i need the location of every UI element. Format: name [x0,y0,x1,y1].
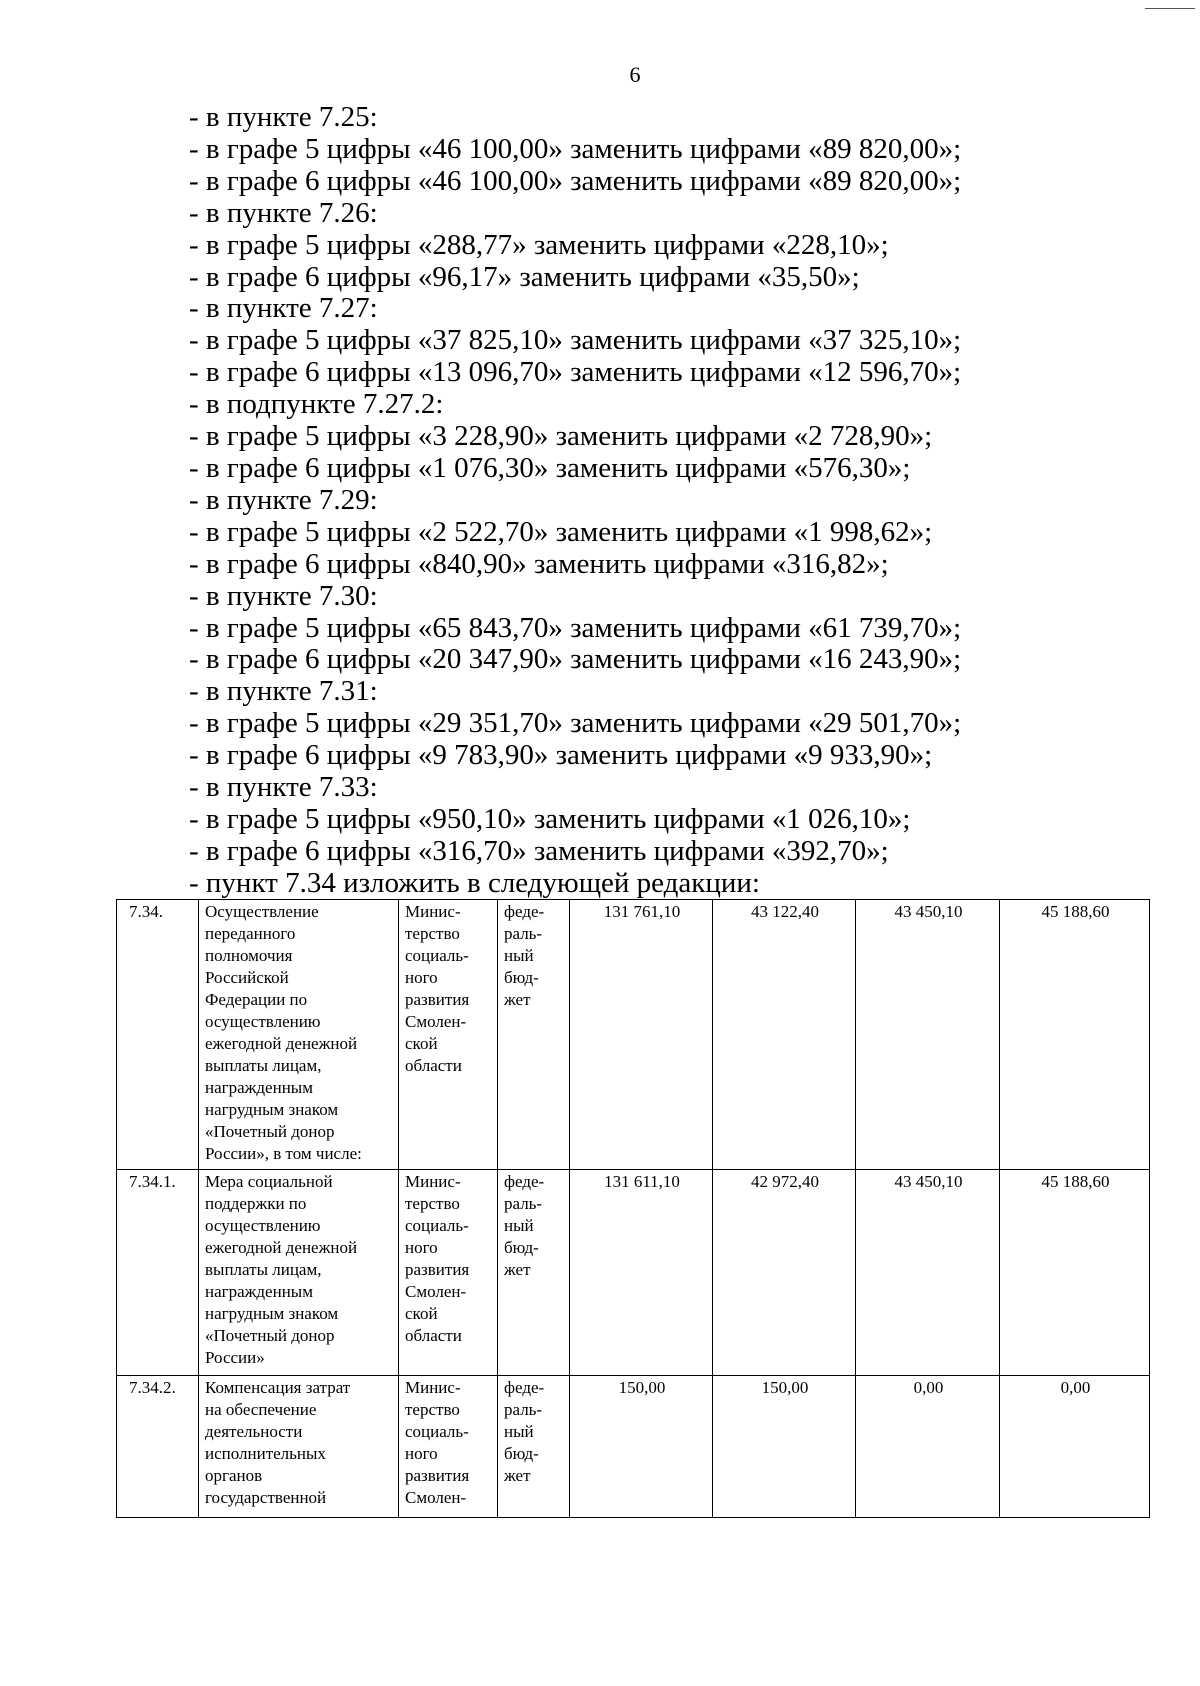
item-name-line: органов [205,1466,263,1485]
funding-source-line: раль- [504,1400,543,1419]
year3-amount-cell: 45 188,60 [1000,900,1150,1170]
funding-source-line: феде- [504,1378,545,1397]
item-name-line: осуществлению [205,1012,321,1031]
executor-line: Минис- [405,1378,461,1397]
amendment-line: - в графе 5 цифры «37 825,10» заменить цифрами «37 325,10»; [189,324,962,357]
item-name-line: полномочия [205,946,293,965]
amendment-line: - в пункте 7.33: [189,771,378,804]
table-intro-line: - пункт 7.34 изложить в следующей редакции: [189,867,760,899]
amendment-line: - в графе 5 цифры «950,10» заменить цифрами «1 026,10»; [189,802,911,835]
table-row [117,900,1150,1170]
funding-source-line: жет [504,1466,531,1485]
item-name-line: награжденным [205,1078,313,1097]
amendment-line: - в пункте 7.26: [189,196,378,229]
amendment-line: - в графе 6 цифры «316,70» заменить цифрами «392,70»; [189,834,889,867]
item-name-line: нагрудным знаком [205,1100,339,1119]
amendment-line: - в пункте 7.25: [189,101,378,133]
executor-line: социаль- [405,1422,469,1441]
executor-line: ного [405,1238,438,1257]
item-name-line: Российской [205,968,289,987]
year1-amount-cell: 43 122,40 [713,900,856,1170]
year1-amount-cell: 42 972,40 [713,1170,856,1376]
executor-line: Смолен- [405,1012,467,1031]
year3-amount-cell: 45 188,60 [1000,1170,1150,1376]
funding-source-line: бюд- [504,968,539,987]
executor-line: развития [405,1260,470,1279]
item-code-cell: 7.34. [117,900,199,1170]
item-name-line: ежегодной денежной [205,1238,358,1257]
executor-line: развития [405,990,470,1009]
amendment-line: - в подпункте 7.27.2: [189,388,444,421]
item-name-line: деятельности [205,1422,303,1441]
item-name-line: переданного [205,924,296,943]
funding-source-cell [498,900,570,1170]
item-name-line: осуществлению [205,1216,321,1235]
funding-source-line: жет [504,990,531,1009]
executor-line: терство [405,1400,460,1419]
funding-table [116,899,1150,1518]
executor-line: терство [405,924,460,943]
amendment-line: - в графе 5 цифры «65 843,70» заменить цифрами «61 739,70»; [189,611,962,644]
executor-line: ской [405,1304,438,1323]
funding-source-cell [498,1376,570,1518]
executor-cell [399,900,498,1170]
item-name-line: Компенсация затрат [205,1378,351,1397]
amendment-line: - в графе 6 цифры «20 347,90» заменить цифрами «16 243,90»; [189,643,962,676]
executor-line: Минис- [405,1172,461,1191]
item-code-cell: 7.34.2. [117,1376,199,1518]
executor-cell [399,1376,498,1518]
item-name-line: государственной [205,1488,327,1507]
executor-line: области [405,1056,462,1075]
amendment-line: - в графе 6 цифры «840,90» заменить цифрами «316,82»; [189,547,889,580]
item-name-line: поддержки по [205,1194,307,1213]
funding-source-line: ный [504,946,534,965]
amendment-line: - в графе 5 цифры «29 351,70» заменить цифрами «29 501,70»; [189,707,962,740]
item-code-cell: 7.34.1. [117,1170,199,1376]
executor-line: Минис- [405,902,461,921]
funding-source-line: раль- [504,924,543,943]
funding-source-line: феде- [504,1172,545,1191]
year1-amount-cell: 150,00 [713,1376,856,1518]
year3-amount-cell: 0,00 [1000,1376,1150,1518]
amendment-line: - в пункте 7.27: [189,292,378,325]
item-name-cell [199,900,399,1170]
executor-line: развития [405,1466,470,1485]
item-name-cell [199,1170,399,1376]
item-name-line: Осуществление [205,902,319,921]
funding-source-cell [498,1170,570,1376]
amendment-line: - в пункте 7.29: [189,483,378,516]
amendment-line: - в пункте 7.30: [189,579,378,612]
item-name-line: «Почетный донор [205,1122,335,1141]
executor-line: Смолен- [405,1488,467,1507]
item-name-line: России», в том числе: [205,1144,362,1163]
executor-cell [399,1170,498,1376]
executor-line: ного [405,968,438,987]
funding-source-line: ный [504,1422,534,1441]
year2-amount-cell: 0,00 [856,1376,1000,1518]
year2-amount-cell: 43 450,10 [856,900,1000,1170]
amendment-list [189,102,961,868]
item-name-line: выплаты лицам, [205,1056,322,1075]
table-row [117,1170,1150,1376]
amendment-line: - в графе 5 цифры «3 228,90» заменить цифрами «2 728,90»; [189,420,933,453]
executor-line: области [405,1326,462,1345]
executor-line: ской [405,1034,438,1053]
total-amount-cell: 150,00 [570,1376,713,1518]
amendment-line: - в графе 5 цифры «46 100,00» заменить цифрами «89 820,00»; [189,132,962,165]
amendment-line: - в графе 6 цифры «1 076,30» заменить цифрами «576,30»; [189,451,911,484]
item-name-line: Федерации по [205,990,308,1009]
funding-source-line: жет [504,1260,531,1279]
item-name-line: «Почетный донор [205,1326,335,1345]
year2-amount-cell: 43 450,10 [856,1170,1000,1376]
executor-line: терство [405,1194,460,1213]
item-name-line: на обеспечение [205,1400,317,1419]
item-name-line: награжденным [205,1282,313,1301]
total-amount-cell: 131 611,10 [570,1170,713,1376]
amendment-line: - в графе 6 цифры «13 096,70» заменить цифрами «12 596,70»; [189,356,962,389]
amendment-line: - в графе 5 цифры «2 522,70» заменить цифрами «1 998,62»; [189,515,933,548]
item-name-cell [199,1376,399,1518]
executor-line: ного [405,1444,438,1463]
executor-line: социаль- [405,946,469,965]
page-number: 6 [629,62,641,87]
executor-line: социаль- [405,1216,469,1235]
amendment-line: - в графе 6 цифры «46 100,00» заменить цифрами «89 820,00»; [189,164,962,197]
amendment-line: - в графе 6 цифры «96,17» заменить цифрами «35,50»; [189,260,860,293]
item-name-line: России» [205,1348,265,1367]
item-name-line: исполнительных [205,1444,326,1463]
funding-source-line: бюд- [504,1238,539,1257]
amendment-line: - в пункте 7.31: [189,675,378,708]
item-name-line: Мера социальной [205,1172,333,1191]
item-name-line: выплаты лицам, [205,1260,322,1279]
table-row [117,1376,1150,1518]
item-name-line: ежегодной денежной [205,1034,358,1053]
funding-source-line: ный [504,1216,534,1235]
amendment-line: - в графе 6 цифры «9 783,90» заменить цифрами «9 933,90»; [189,739,933,772]
item-name-line: нагрудным знаком [205,1304,339,1323]
executor-line: Смолен- [405,1282,467,1301]
corner-scan-mark [1145,8,1195,9]
funding-source-line: феде- [504,902,545,921]
funding-source-line: бюд- [504,1444,539,1463]
funding-source-line: раль- [504,1194,543,1213]
total-amount-cell: 131 761,10 [570,900,713,1170]
amendment-line: - в графе 5 цифры «288,77» заменить цифрами «228,10»; [189,228,889,261]
